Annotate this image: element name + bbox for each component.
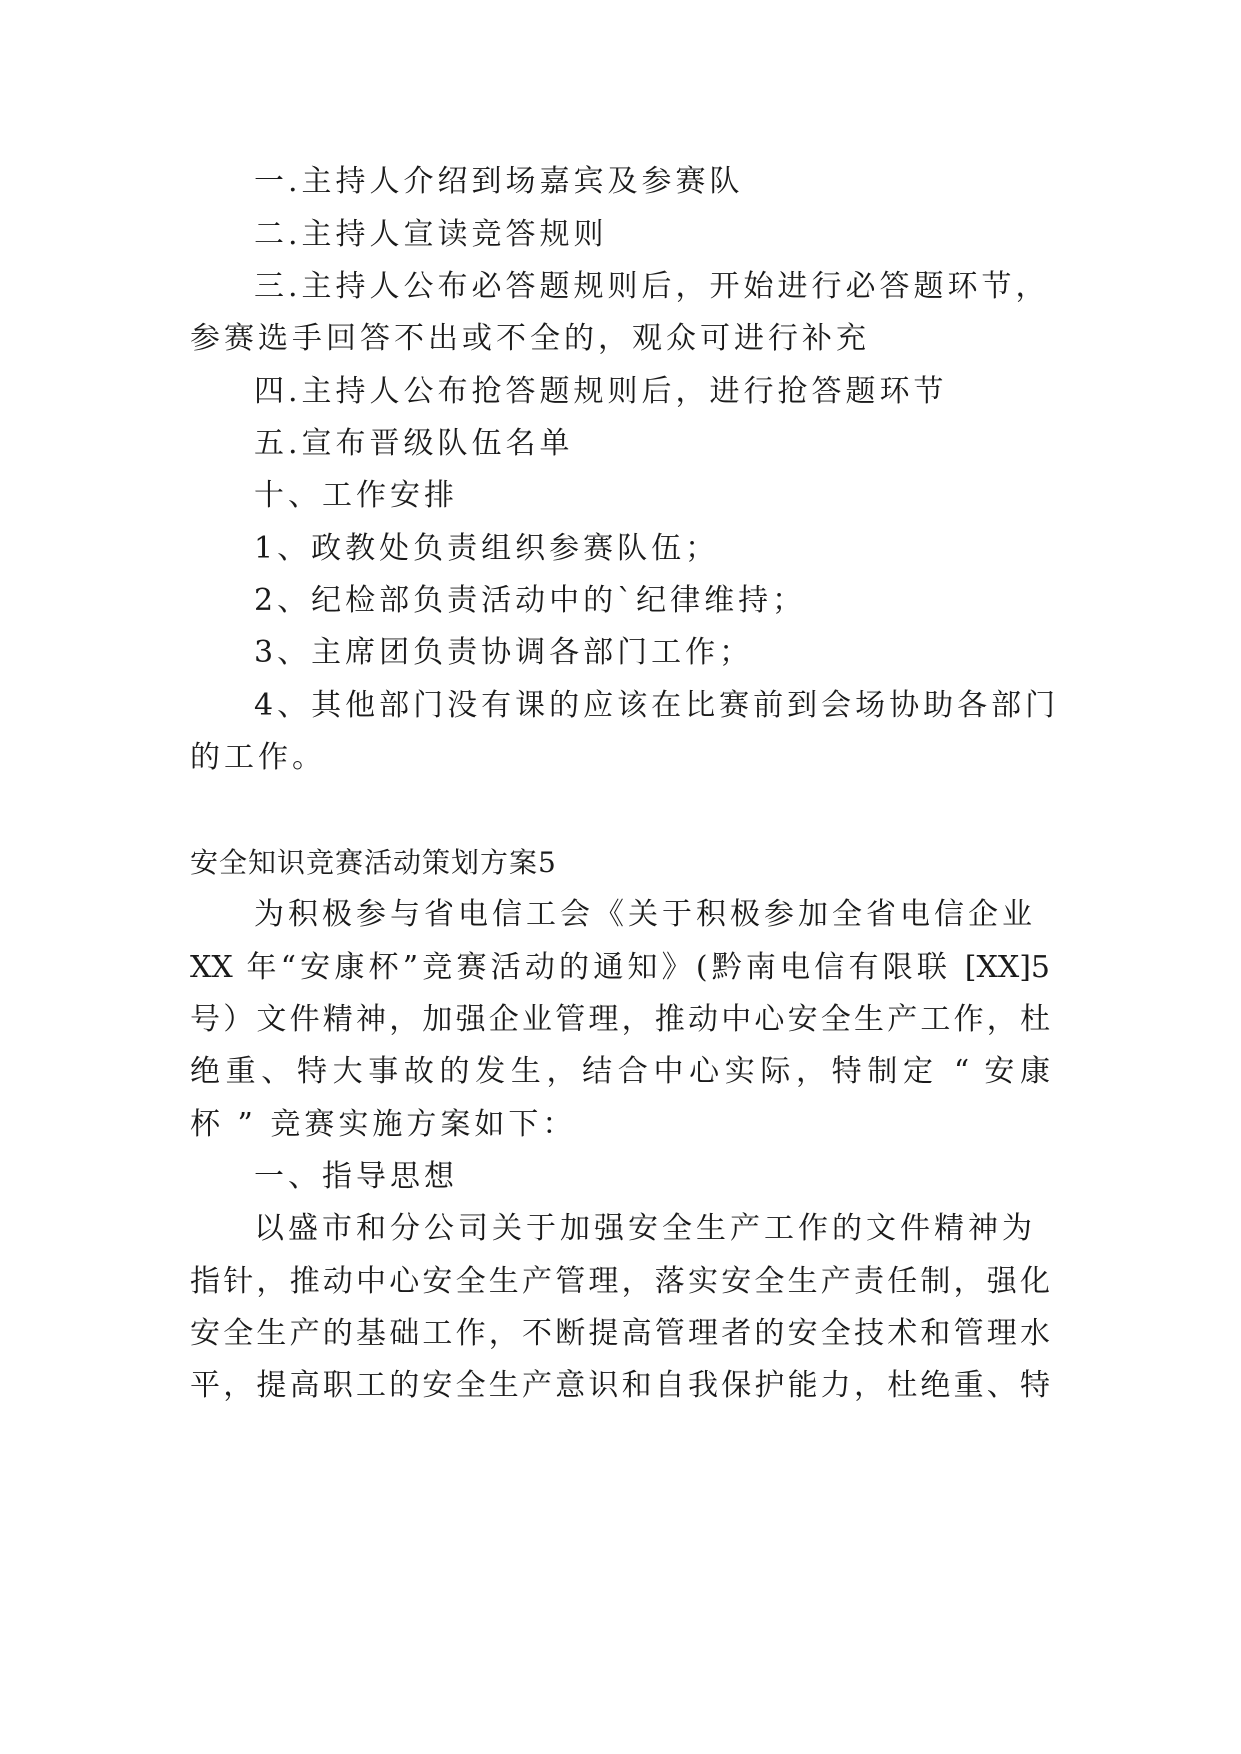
procedure-item-3-line-1: 三.主持人公布必答题规则后，开始进行必答题环节， <box>254 269 1050 304</box>
work-item-2: 2、纪检部负责活动中的`纪律维持； <box>254 583 807 618</box>
plan-5-intro-line-4: 绝重、特大事故的发生，结合中心实际，特制定 “ 安康 <box>190 1054 1050 1089</box>
plan-5-intro-line-2: XX 年“安康杯”竞赛活动的通知》(黔南电信有限联 [XX]5 <box>190 950 1050 985</box>
procedure-item-2: 二.主持人宣读竞答规则 <box>254 217 608 252</box>
work-item-3: 3、主席团负责协调各部门工作； <box>254 635 754 670</box>
work-arrangement-title: 十、工作安排 <box>254 478 458 513</box>
guiding-line-2: 指针，推动中心安全生产管理，落实安全生产责任制，强化 <box>190 1264 1050 1299</box>
procedure-item-5: 五.宣布晋级队伍名单 <box>254 426 574 461</box>
procedure-item-3-line-2: 参赛选手回答不出或不全的，观众可进行补充 <box>190 321 870 356</box>
work-item-1: 1、政教处负责组织参赛队伍； <box>254 531 720 566</box>
plan-5-heading: 安全知识竞赛活动策划方案5 <box>190 846 557 879</box>
procedure-item-4: 四.主持人公布抢答题规则后，进行抢答题环节 <box>254 374 948 409</box>
guiding-ideology-title: 一、指导思想 <box>254 1159 458 1194</box>
procedure-item-1: 一.主持人介绍到场嘉宾及参赛队 <box>254 164 744 199</box>
plan-5-intro-line-1: 为积极参与省电信工会《关于积极参加全省电信企业 <box>254 897 1036 932</box>
guiding-line-3: 安全生产的基础工作，不断提高管理者的安全技术和管理水 <box>190 1316 1050 1351</box>
guiding-line-1: 以盛市和分公司关于加强安全生产工作的文件精神为 <box>254 1211 1036 1246</box>
work-item-4-line-1: 4、其他部门没有课的应该在比赛前到会场协助各部门 <box>254 688 1060 723</box>
guiding-line-4: 平，提高职工的安全生产意识和自我保护能力，杜绝重、特 <box>190 1368 1050 1403</box>
plan-5-intro-line-3: 号）文件精神，加强企业管理，推动中心安全生产工作，杜 <box>190 1002 1050 1037</box>
work-item-4-line-2: 的工作。 <box>190 740 326 775</box>
plan-5-intro-line-5: 杯 ” 竞赛实施方案如下： <box>190 1107 577 1142</box>
